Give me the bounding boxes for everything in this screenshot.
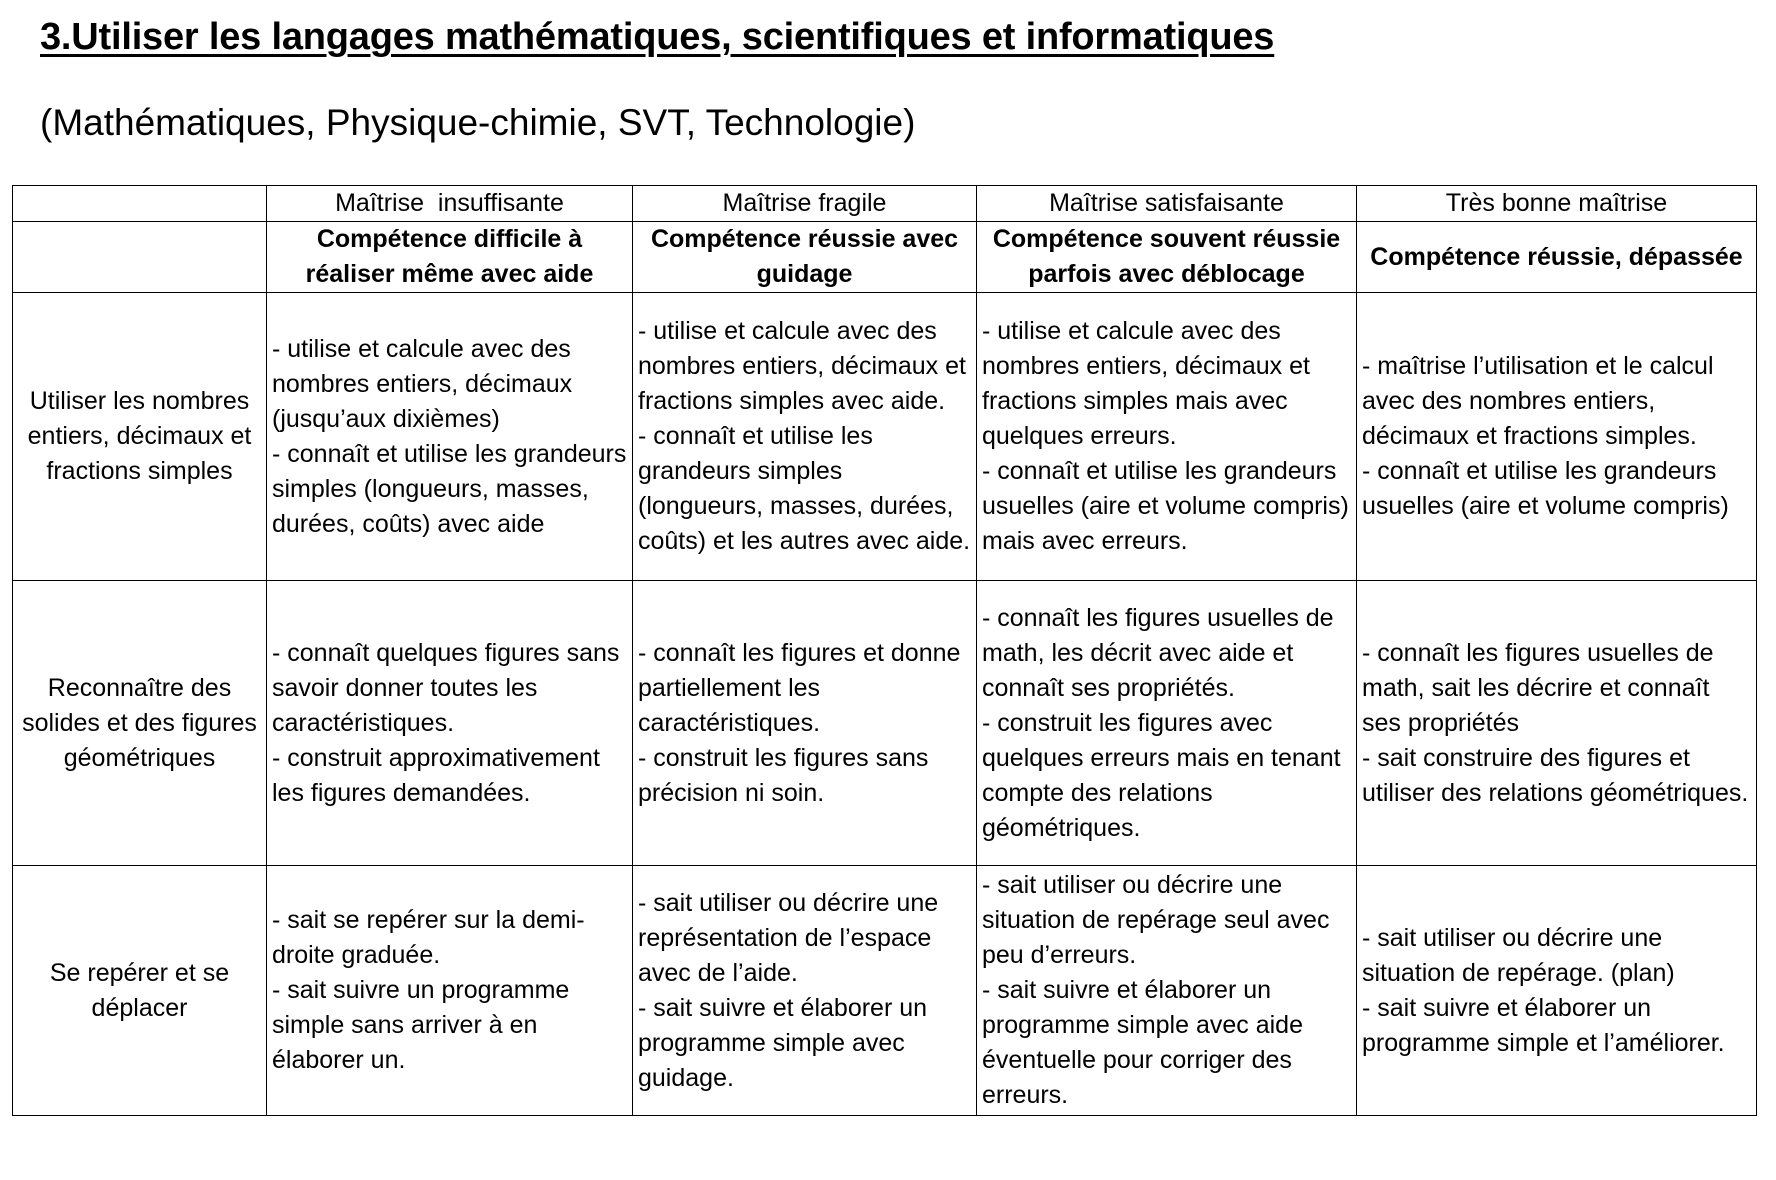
cell-line: - maîtrise l’utilisation et le calcul avec des nombres entiers, décimaux et fractions simples. <box>1362 352 1714 450</box>
level-name-insuffisante: Maîtrise insuffisante <box>267 186 633 222</box>
level-desc-fragile: Compétence réussie avec guidage <box>633 222 977 293</box>
cell-line: - sait suivre et élaborer un programme simple avec guidage. <box>638 993 928 1092</box>
level-header-row <box>13 186 1757 222</box>
level-desc-satisfaisante: Compétence souvent réussie parfois avec déblocage <box>977 222 1357 293</box>
cell-line: - connaît et utilise les grandeurs simples (longueurs, masses, durées, coûts) et les autres avec aide. <box>638 422 971 555</box>
criterion-cell <box>267 293 633 581</box>
criterion-label: Utiliser les nombres entiers, décimaux et fractions simples <box>13 293 267 581</box>
criterion-cell <box>977 581 1357 866</box>
criterion-cell <box>1357 293 1757 581</box>
cell-line: - construit les figures avec quelques erreurs mais en tenant compte des relations géométriques. <box>982 708 1341 842</box>
document-title: 3.Utiliser les langages mathématiques, scientifiques et informatiques <box>40 16 1275 58</box>
cell-line: - sait construire des figures et utiliser des relations géométriques. <box>1362 743 1749 807</box>
cell-line: - connaît les figures usuelles de math, sait les décrire et connaît ses propriétés <box>1362 638 1714 737</box>
criterion-cell <box>977 293 1357 581</box>
cell-line: - sait utiliser ou décrire une représentation de l’espace avec de l’aide. <box>638 888 939 987</box>
criterion-cell <box>977 866 1357 1116</box>
criterion-label: Reconnaître des solides et des figures géométriques <box>13 581 267 866</box>
level-name-satisfaisante: Maîtrise satisfaisante <box>977 186 1357 222</box>
cell-line: - sait se repérer sur la demi-droite graduée. <box>272 906 585 969</box>
criterion-row-reperage <box>13 866 1757 1116</box>
cell-line: - sait utiliser ou décrire une situation de repérage seul avec peu d’erreurs. <box>982 871 1330 969</box>
level-desc-tres-bonne: Compétence réussie, dépassée <box>1357 222 1757 293</box>
cell-line: - sait suivre un programme simple sans arriver à en élaborer un. <box>272 976 570 1074</box>
criterion-cell <box>633 866 977 1116</box>
cell-line: - utilise et calcule avec des nombres entiers, décimaux (jusqu’aux dixièmes) <box>272 334 573 433</box>
cell-line: - sait suivre et élaborer un programme simple et l’améliorer. <box>1362 993 1725 1057</box>
criterion-label: Se repérer et se déplacer <box>13 866 267 1116</box>
criterion-cell <box>267 866 633 1116</box>
level-description-row <box>13 222 1757 293</box>
cell-line: - connaît et utilise les grandeurs simples (longueurs, masses, durées, coûts) avec aide <box>272 439 627 538</box>
competency-table <box>12 185 1757 1116</box>
cell-line: - construit les figures sans précision ni soin. <box>638 743 929 807</box>
cell-line: - sait utiliser ou décrire une situation de repérage. (plan) <box>1362 923 1675 987</box>
empty-corner-cell <box>13 222 267 293</box>
cell-line: - utilise et calcule avec des nombres entiers, décimaux et fractions simples mais avec quelques erreurs. <box>982 317 1310 450</box>
cell-line: - utilise et calcule avec des nombres entiers, décimaux et fractions simples avec aide. <box>638 317 966 415</box>
level-desc-insuffisante: Compétence difficile à réaliser même avec aide <box>267 222 633 293</box>
cell-line: - connaît et utilise les grandeurs usuelles (aire et volume compris) mais avec erreurs. <box>982 457 1349 555</box>
document-subtitle: (Mathématiques, Physique-chimie, SVT, Technologie) <box>40 102 916 143</box>
level-name-tres-bonne: Très bonne maîtrise <box>1357 186 1757 222</box>
cell-line: - connaît les figures et donne partiellement les caractéristiques. <box>638 638 961 737</box>
criterion-cell <box>633 581 977 866</box>
cell-line: - construit approximativement les figures demandées. <box>272 743 600 807</box>
cell-line: - connaît quelques figures sans savoir donner toutes les caractéristiques. <box>272 638 620 737</box>
cell-line: - sait suivre et élaborer un programme simple avec aide éventuelle pour corriger des erreurs. <box>982 976 1303 1109</box>
cell-line: - connaît les figures usuelles de math, les décrit avec aide et connaît ses propriétés. <box>982 603 1334 702</box>
criterion-cell <box>1357 581 1757 866</box>
level-name-fragile: Maîtrise fragile <box>633 186 977 222</box>
criterion-row-nombres <box>13 293 1757 581</box>
cell-line: - connaît et utilise les grandeurs usuelles (aire et volume compris) <box>1362 457 1729 520</box>
criterion-cell <box>633 293 977 581</box>
criterion-cell <box>1357 866 1757 1116</box>
criterion-cell <box>267 581 633 866</box>
criterion-row-figures <box>13 581 1757 866</box>
empty-corner-cell <box>13 186 267 222</box>
